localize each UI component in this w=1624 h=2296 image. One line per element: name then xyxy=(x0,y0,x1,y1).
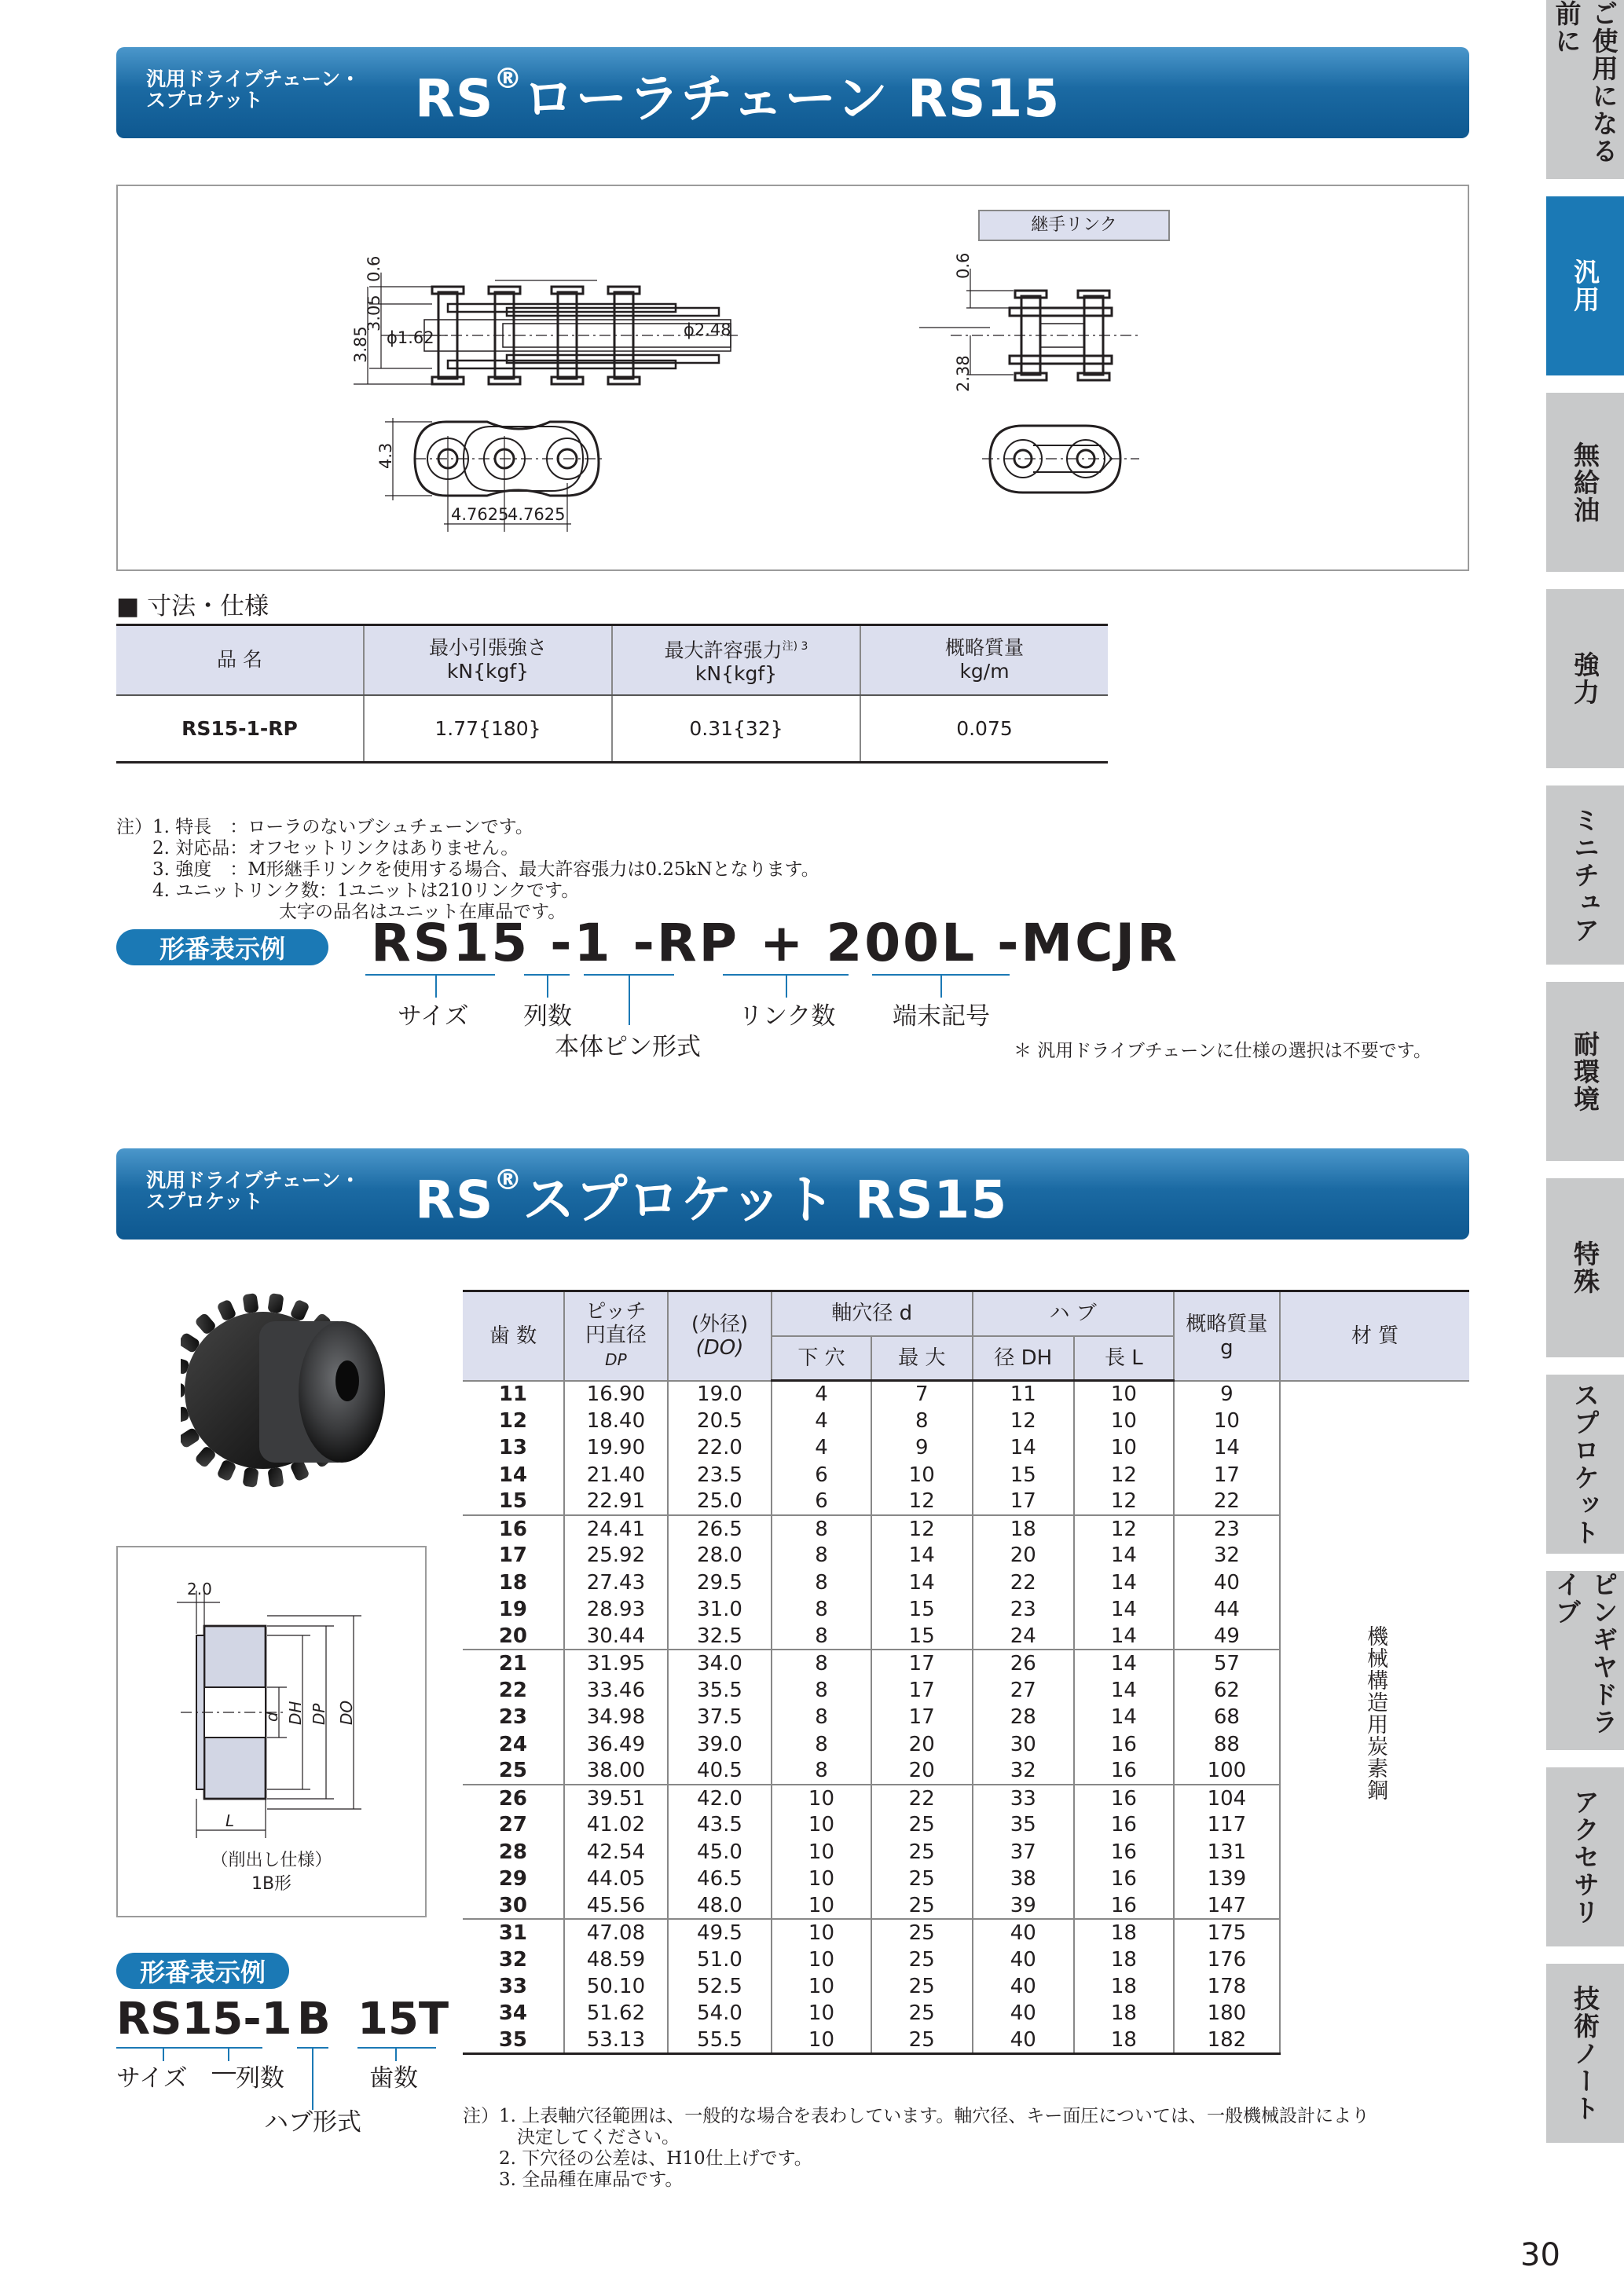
side-tab-label: ミニチュア xyxy=(1570,806,1600,944)
table-cell: 10 xyxy=(772,1866,871,1892)
header-pitch-diameter: ピッチ 円直径 DP xyxy=(564,1291,668,1381)
table-cell: 25 xyxy=(871,1973,973,2000)
svg-text:DP: DP xyxy=(310,1703,328,1725)
table-cell: 18 xyxy=(1074,1919,1174,1946)
table-cell: 12 xyxy=(973,1408,1074,1434)
table-cell: 17 xyxy=(871,1677,973,1704)
chain-notes: 注）1. 特長 ：ローラのないブシュチェーンです。 2. 対応品：オフセットリンクはありません。 3. 強度 ：M形継手リンクを使用する場合、最大許容張力は0.25kNとなります。 4. ユニットリンク数：1ユニットは210リンクです。 太字の品名はユニット在庫品です。 xyxy=(116,817,819,922)
label-pin-type: 本体ピン形式 xyxy=(555,1033,701,1061)
table-cell: 22 xyxy=(871,1785,973,1811)
table-cell: 19.90 xyxy=(564,1434,668,1461)
table-cell: 23 xyxy=(1174,1515,1280,1542)
table-cell: 10 xyxy=(772,1811,871,1838)
table-cell: 14 xyxy=(1074,1542,1174,1569)
svg-text:0.6: 0.6 xyxy=(365,255,383,282)
svg-text:2.0: 2.0 xyxy=(187,1580,212,1598)
header-hub-diameter: 径 DH xyxy=(973,1336,1074,1381)
spec-header-name: 品 名 xyxy=(116,625,364,695)
table-cell: 104 xyxy=(1174,1785,1280,1811)
side-tab[interactable] xyxy=(1546,1767,1624,1954)
chain-example-label: 形番表示例 xyxy=(116,929,328,965)
table-cell: 32 xyxy=(498,1947,528,1972)
table-cell: 48.0 xyxy=(668,1892,772,1919)
table-cell: 38 xyxy=(973,1866,1074,1892)
side-tab-label: 技術ノート xyxy=(1570,1984,1600,2122)
material-cell: 機械構造用炭素鋼 xyxy=(1280,1381,1469,2054)
table-cell: 16 xyxy=(1074,1839,1174,1866)
table-cell: 39.51 xyxy=(564,1785,668,1811)
table-cell: 88 xyxy=(1174,1730,1280,1757)
table-cell: 25 xyxy=(871,2027,973,2054)
table-cell: 4 xyxy=(772,1381,871,1408)
side-tab[interactable] xyxy=(1546,393,1624,580)
table-cell: 40 xyxy=(973,2000,1074,2027)
table-cell: 182 xyxy=(1174,2027,1280,2054)
table-cell: 18 xyxy=(1074,1946,1174,1973)
table-cell: 34.98 xyxy=(564,1704,668,1730)
side-tab[interactable] xyxy=(1546,196,1624,383)
table-cell: 10 xyxy=(1074,1381,1174,1408)
table-cell: 117 xyxy=(1174,1811,1280,1838)
table-cell: 16.90 xyxy=(564,1381,668,1408)
table-cell: 30 xyxy=(973,1730,1074,1757)
header-bore-pilot: 下 穴 xyxy=(772,1336,871,1381)
label-sprocket-size: サイズ xyxy=(116,2064,188,2093)
header-outer-diameter: (外径) (DO) xyxy=(668,1291,772,1381)
table-cell: 20 xyxy=(973,1542,1074,1569)
table-cell: 27 xyxy=(973,1677,1074,1704)
label-end-code: 端末記号 xyxy=(893,1002,990,1031)
table-cell: 43.5 xyxy=(668,1811,772,1838)
table-cell: 50.10 xyxy=(564,1973,668,2000)
table-cell: 29.5 xyxy=(668,1569,772,1596)
table-cell: 8 xyxy=(772,1569,871,1596)
side-tab-label: ご使用になる前に xyxy=(1551,0,1619,165)
table-cell: 11 xyxy=(973,1381,1074,1408)
table-cell: 40 xyxy=(973,1973,1074,2000)
spec-cell: RS15-1-RP xyxy=(116,695,364,763)
spec-header-tensile: 最小引張強さ kN{kgf} xyxy=(364,625,612,695)
table-cell: 25 xyxy=(871,1839,973,1866)
table-cell: 14 xyxy=(498,1463,528,1487)
spec-cell: 0.075 xyxy=(860,695,1108,763)
table-cell: 20 xyxy=(463,1623,564,1650)
chain-example-code: RS15 -1 -RP + 200L -MCJR xyxy=(371,913,1179,973)
table-cell: 8 xyxy=(772,1650,871,1676)
chain-spec-table xyxy=(116,624,1108,764)
svg-text:ϕ2.48: ϕ2.48 xyxy=(684,320,731,339)
table-cell: 49.5 xyxy=(668,1919,772,1946)
label-link-count: リンク数 xyxy=(739,1002,836,1031)
table-cell: 20 xyxy=(871,1730,973,1757)
table-cell: 17 xyxy=(498,1543,528,1568)
table-cell: 16 xyxy=(1074,1892,1174,1919)
table-cell: 21 xyxy=(498,1652,528,1676)
side-tab[interactable] xyxy=(1546,1375,1624,1562)
table-cell: 8 xyxy=(772,1758,871,1785)
header-hub: ハ ブ xyxy=(973,1291,1174,1336)
sprocket-example-label: 形番表示例 xyxy=(116,1953,289,1989)
table-cell: 12 xyxy=(871,1489,973,1515)
table-cell: 8 xyxy=(772,1596,871,1623)
table-cell: 10 xyxy=(772,2000,871,2027)
table-cell: 100 xyxy=(1174,1758,1280,1785)
table-cell: 39.0 xyxy=(668,1730,772,1757)
label-rows: 列数 xyxy=(523,1002,572,1031)
table-cell: 16 xyxy=(1074,1758,1174,1785)
svg-text:d: d xyxy=(262,1712,281,1722)
table-cell: 12 xyxy=(1074,1489,1174,1515)
table-cell: 15 xyxy=(871,1623,973,1650)
table-cell: 19 xyxy=(498,1598,528,1622)
table-cell: 25 xyxy=(463,1758,564,1785)
table-cell: 51.0 xyxy=(668,1946,772,1973)
table-cell: 28 xyxy=(973,1704,1074,1730)
svg-text:L: L xyxy=(225,1811,235,1830)
table-cell: 14 xyxy=(1074,1704,1174,1730)
table-cell: 40 xyxy=(973,2027,1074,2054)
table-cell: 26 xyxy=(498,1786,528,1811)
table-cell: 40 xyxy=(973,1919,1074,1946)
table-cell: 175 xyxy=(1174,1919,1280,1946)
table-cell: 34 xyxy=(498,2001,528,2026)
table-cell: 27 xyxy=(498,1813,528,1837)
chain-technical-drawing xyxy=(118,186,1469,571)
table-cell: 48.59 xyxy=(564,1946,668,1973)
side-tab[interactable] xyxy=(1546,1571,1624,1758)
table-cell: 10 xyxy=(772,1892,871,1919)
table-row xyxy=(463,1381,1469,1408)
table-cell: 51.62 xyxy=(564,2000,668,2027)
table-cell: 12 xyxy=(871,1515,973,1542)
table-cell: 44 xyxy=(1174,1596,1280,1623)
table-cell: 6 xyxy=(772,1461,871,1488)
table-cell: 12 xyxy=(1074,1515,1174,1542)
side-tab[interactable] xyxy=(1546,0,1624,187)
table-cell: 14 xyxy=(1074,1623,1174,1650)
spec-header-max-tension: 最大許容張力$^{注) 3}$ kN{kgf} xyxy=(612,625,860,695)
table-cell: 6 xyxy=(772,1489,871,1515)
table-cell: 31 xyxy=(498,1921,528,1946)
side-tab-label: 強力 xyxy=(1570,651,1600,706)
table-cell: 14 xyxy=(1074,1596,1174,1623)
svg-text:ϕ1.62: ϕ1.62 xyxy=(387,328,434,347)
table-cell: 18 xyxy=(1074,2027,1174,2054)
table-cell: 4 xyxy=(772,1434,871,1461)
sprocket-example-part1: RS15-1 xyxy=(116,1994,292,2045)
table-cell: 47.08 xyxy=(564,1919,668,1946)
table-cell: 14 xyxy=(871,1542,973,1569)
svg-text:2.38: 2.38 xyxy=(954,355,973,392)
table-cell: 25 xyxy=(871,1946,973,1973)
side-tab-label: 無給油 xyxy=(1570,441,1600,524)
table-cell: 7 xyxy=(871,1381,973,1408)
table-cell: 52.5 xyxy=(668,1973,772,2000)
table-cell: 49 xyxy=(1174,1623,1280,1650)
spec-section-title: ■ 寸法・仕様 xyxy=(116,592,269,621)
table-cell: 22 xyxy=(973,1569,1074,1596)
label-sprocket-rows: 列数 xyxy=(236,2064,284,2093)
table-cell: 36.49 xyxy=(564,1730,668,1757)
table-cell: 28.93 xyxy=(564,1596,668,1623)
table-cell: 29 xyxy=(498,1866,528,1891)
table-cell: 26 xyxy=(973,1650,1074,1676)
table-cell: 14 xyxy=(973,1434,1074,1461)
table-cell: 42.54 xyxy=(564,1839,668,1866)
table-cell: 10 xyxy=(772,1946,871,1973)
table-cell: 38.00 xyxy=(564,1758,668,1785)
table-cell: 25 xyxy=(871,1919,973,1946)
table-cell: 44.05 xyxy=(564,1866,668,1892)
page-number: 30 xyxy=(1520,2237,1560,2273)
table-cell: 147 xyxy=(1174,1892,1280,1919)
sprocket-photo xyxy=(181,1273,416,1508)
spec-cell: 0.31{32} xyxy=(612,695,860,763)
table-cell: 24.41 xyxy=(564,1515,668,1542)
table-cell: 23 xyxy=(973,1596,1074,1623)
table-cell: 16 xyxy=(1074,1866,1174,1892)
side-tab-label: スプロケット xyxy=(1570,1382,1600,1547)
diagram-caption: （削出し仕様） 1B形 xyxy=(211,1851,332,1894)
table-cell: 34.0 xyxy=(668,1650,772,1676)
table-cell: 31.95 xyxy=(564,1650,668,1676)
header-hub-length: 長 L xyxy=(1074,1336,1174,1381)
table-cell: 17 xyxy=(1174,1461,1280,1488)
chain-drawing-panel xyxy=(116,185,1469,571)
table-cell: 13 xyxy=(498,1436,528,1460)
table-cell: 14 xyxy=(1174,1434,1280,1461)
table-cell: 33 xyxy=(973,1785,1074,1811)
table-cell: 35 xyxy=(973,1811,1074,1838)
label-teeth: 歯数 xyxy=(369,2064,418,2093)
table-cell: 18 xyxy=(498,1570,528,1595)
table-cell: 16 xyxy=(498,1517,528,1541)
header-bore-max: 最 大 xyxy=(871,1336,973,1381)
table-cell: 41.02 xyxy=(564,1811,668,1838)
header-teeth: 歯 数 xyxy=(463,1291,564,1381)
table-cell: 18 xyxy=(1074,1973,1174,2000)
table-cell: 19.0 xyxy=(668,1381,772,1408)
sprocket-example-part2: B xyxy=(297,1994,331,2045)
header-material: 材 質 xyxy=(1280,1291,1469,1381)
table-cell: 131 xyxy=(1174,1839,1280,1866)
table-cell: 40.5 xyxy=(668,1758,772,1785)
table-cell: 15 xyxy=(871,1596,973,1623)
table-cell: 9 xyxy=(1174,1381,1280,1408)
side-tab[interactable] xyxy=(1546,982,1624,1169)
table-cell: 12 xyxy=(1074,1461,1174,1488)
table-cell: 25.92 xyxy=(564,1542,668,1569)
table-cell: 17 xyxy=(973,1489,1074,1515)
table-cell: 10 xyxy=(1174,1408,1280,1434)
table-cell: 45.0 xyxy=(668,1839,772,1866)
svg-text:4.7625: 4.7625 xyxy=(451,505,509,524)
table-cell: 8 xyxy=(772,1515,871,1542)
label-size: サイズ xyxy=(398,1002,469,1031)
side-tab[interactable] xyxy=(1546,589,1624,776)
table-cell: 37.5 xyxy=(668,1704,772,1730)
table-cell: 8 xyxy=(772,1542,871,1569)
table-cell: 8 xyxy=(871,1408,973,1434)
table-cell: 37 xyxy=(973,1839,1074,1866)
table-cell: 25 xyxy=(871,2000,973,2027)
table-cell: 25.0 xyxy=(668,1489,772,1515)
spec-header-mass: 概略質量 kg/m xyxy=(860,625,1108,695)
table-cell: 12 xyxy=(498,1408,528,1433)
table-cell: 32 xyxy=(973,1758,1074,1785)
chain-banner-category: 汎用ドライブチェーン・ スプロケット xyxy=(146,68,361,112)
label-hub-type: ハブ形式 xyxy=(264,2108,361,2137)
spec-cell: 1.77{180} xyxy=(364,695,612,763)
svg-text:0.6: 0.6 xyxy=(954,252,973,279)
table-cell: 10 xyxy=(1074,1408,1174,1434)
svg-text:4.7625: 4.7625 xyxy=(508,505,566,524)
table-cell: 35 xyxy=(463,2027,564,2054)
table-cell: 26.5 xyxy=(668,1515,772,1542)
table-cell: 21.40 xyxy=(564,1461,668,1488)
svg-text:4.3: 4.3 xyxy=(376,442,395,469)
table-cell: 10 xyxy=(772,1839,871,1866)
table-cell: 14 xyxy=(871,1569,973,1596)
table-cell: 15 xyxy=(973,1461,1074,1488)
table-cell: 8 xyxy=(772,1677,871,1704)
table-cell: 40 xyxy=(973,1946,1074,1973)
table-cell: 32.5 xyxy=(668,1623,772,1650)
sprocket-banner xyxy=(116,1148,1469,1240)
table-cell: 22.0 xyxy=(668,1434,772,1461)
table-cell: 24 xyxy=(973,1623,1074,1650)
table-cell: 40 xyxy=(1174,1569,1280,1596)
table-cell: 45.56 xyxy=(564,1892,668,1919)
table-cell: 22 xyxy=(1174,1489,1280,1515)
table-cell: 20 xyxy=(871,1758,973,1785)
table-cell: 17 xyxy=(871,1704,973,1730)
table-cell: 35.5 xyxy=(668,1677,772,1704)
table-cell: 33.46 xyxy=(564,1677,668,1704)
table-cell: 178 xyxy=(1174,1973,1280,2000)
table-cell: 25 xyxy=(871,1892,973,1919)
header-bore: 軸穴径 d xyxy=(772,1291,973,1336)
table-cell: 8 xyxy=(772,1730,871,1757)
table-cell: 16 xyxy=(1074,1730,1174,1757)
table-cell: 30 xyxy=(463,1892,564,1919)
table-cell: 31.0 xyxy=(668,1596,772,1623)
table-cell: 10 xyxy=(772,1785,871,1811)
side-tab[interactable] xyxy=(1546,1178,1624,1365)
table-cell: 11 xyxy=(498,1382,528,1407)
table-cell: 53.13 xyxy=(564,2027,668,2054)
table-cell: 18.40 xyxy=(564,1408,668,1434)
table-cell: 30.44 xyxy=(564,1623,668,1650)
table-cell: 42.0 xyxy=(668,1785,772,1811)
table-cell: 10 xyxy=(772,2027,871,2054)
table-cell: 10 xyxy=(772,1973,871,2000)
table-cell: 14 xyxy=(1074,1677,1174,1704)
table-cell: 54.0 xyxy=(668,2000,772,2027)
sprocket-banner-category: 汎用ドライブチェーン・ スプロケット xyxy=(146,1169,361,1213)
table-cell: 9 xyxy=(871,1434,973,1461)
chain-banner-title: RS®ローラチェーン RS15 xyxy=(415,63,1061,129)
table-cell: 10 xyxy=(871,1461,973,1488)
table-cell: 68 xyxy=(1174,1704,1280,1730)
table-cell: 20.5 xyxy=(668,1408,772,1434)
sprocket-dimension-table xyxy=(463,1290,1469,2055)
table-row xyxy=(116,695,1108,763)
table-cell: 14 xyxy=(1074,1569,1174,1596)
table-cell: 25 xyxy=(871,1811,973,1838)
table-cell: 18 xyxy=(973,1515,1074,1542)
svg-text:3.05: 3.05 xyxy=(365,295,383,331)
side-tab-label: 汎用 xyxy=(1570,258,1600,313)
table-cell: 176 xyxy=(1174,1946,1280,1973)
svg-text:DH: DH xyxy=(286,1701,305,1725)
table-cell: 28.0 xyxy=(668,1542,772,1569)
sprocket-diagram-panel xyxy=(116,1546,427,1917)
table-cell: 32 xyxy=(1174,1542,1280,1569)
table-cell: 139 xyxy=(1174,1866,1280,1892)
table-cell: 55.5 xyxy=(668,2027,772,2054)
table-cell: 4 xyxy=(772,1408,871,1434)
svg-text:3.85: 3.85 xyxy=(351,326,370,363)
table-cell: 16 xyxy=(1074,1785,1174,1811)
table-cell: 27.43 xyxy=(564,1569,668,1596)
side-tab[interactable] xyxy=(1546,1964,1624,2151)
table-cell: 46.5 xyxy=(668,1866,772,1892)
table-cell: 22 xyxy=(498,1678,528,1702)
table-cell: 17 xyxy=(871,1650,973,1676)
table-cell: 10 xyxy=(772,1919,871,1946)
sprocket-notes: 注）1. 上表軸穴径範囲は、一般的な場合を表わしています。軸穴径、キー面圧については、一般機械設計により 決定してください。 2. 下穴径の公差は、H10仕上げです。 3. 全品種在庫品です。 xyxy=(463,2106,1369,2190)
table-cell: 24 xyxy=(498,1732,528,1756)
side-tab-rail xyxy=(1546,0,1624,2156)
sprocket-example-part3: 15T xyxy=(357,1994,449,2045)
chain-example-note: ＊ 汎用ドライブチェーンに仕様の選択は不要です。 xyxy=(1014,1041,1432,1061)
table-cell: 25 xyxy=(871,1866,973,1892)
table-cell: 15 xyxy=(463,1489,564,1515)
sprocket-banner-title: RS®スプロケット RS15 xyxy=(415,1164,1008,1230)
table-cell: 22.91 xyxy=(564,1489,668,1515)
table-cell: 10 xyxy=(1074,1434,1174,1461)
table-cell: 23.5 xyxy=(668,1461,772,1488)
svg-text:DO: DO xyxy=(337,1700,356,1725)
table-cell: 180 xyxy=(1174,2000,1280,2027)
table-cell: 8 xyxy=(772,1623,871,1650)
table-cell: 8 xyxy=(772,1704,871,1730)
side-tab-label: アクセサリ xyxy=(1570,1788,1600,1926)
table-cell: 57 xyxy=(1174,1650,1280,1676)
table-cell: 23 xyxy=(498,1705,528,1730)
table-cell: 18 xyxy=(1074,2000,1174,2027)
side-tab-label: 耐環境 xyxy=(1570,1030,1600,1113)
table-cell: 14 xyxy=(1074,1650,1174,1676)
side-tab-label: ピンギヤドライブ xyxy=(1551,1571,1619,1736)
side-tab[interactable] xyxy=(1546,785,1624,972)
joint-link-label: 継手リンク xyxy=(978,210,1170,241)
chain-banner xyxy=(116,47,1469,138)
table-cell: 16 xyxy=(1074,1811,1174,1838)
side-tab-label: 特殊 xyxy=(1570,1240,1600,1295)
table-cell: 62 xyxy=(1174,1677,1280,1704)
table-cell: 33 xyxy=(498,1975,528,1999)
table-cell: 28 xyxy=(498,1840,528,1864)
header-mass: 概略質量 g xyxy=(1174,1291,1280,1381)
table-cell: 39 xyxy=(973,1892,1074,1919)
